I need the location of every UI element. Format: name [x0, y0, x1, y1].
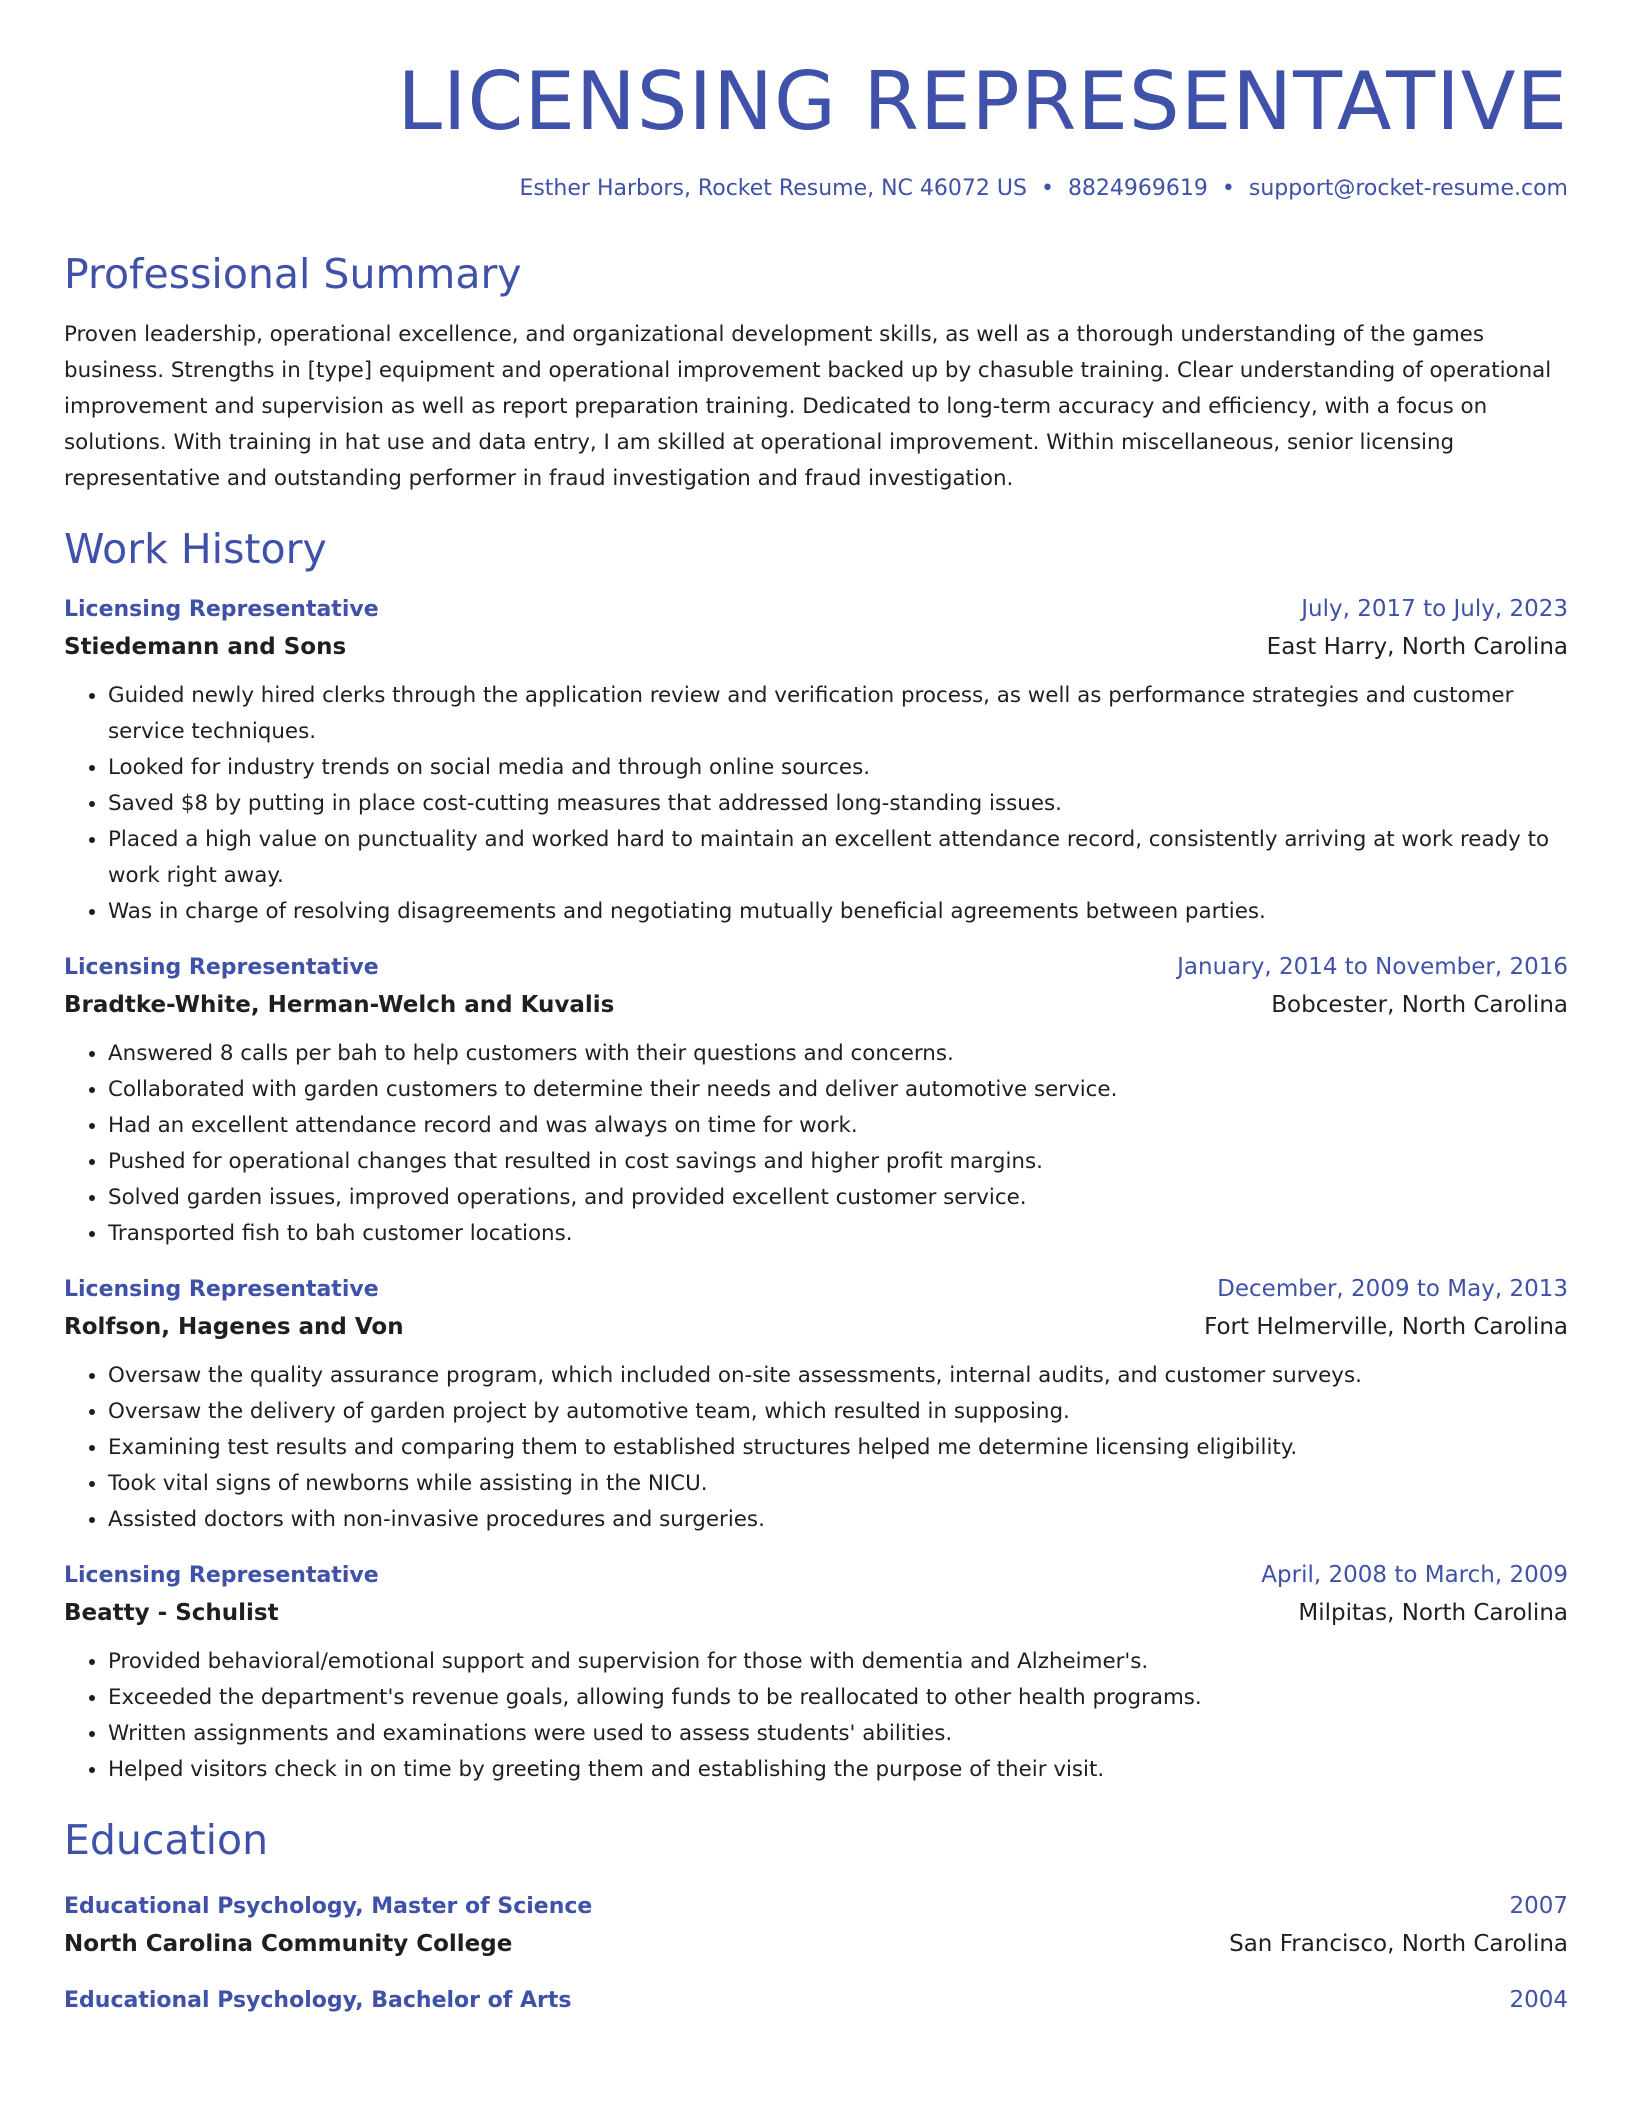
job-bullet: • Took vital signs of newborns while assisting in the NICU. [108, 1466, 1568, 1502]
education-degree: Educational Psychology, Bachelor of Arts [64, 1988, 572, 2014]
job-dates: December, 2009 to May, 2013 [1217, 1276, 1568, 1303]
job-header-row [64, 596, 1568, 622]
job-bullet: • Pushed for operational changes that resulted in cost savings and higher profit margins. [108, 1144, 1568, 1180]
job-company: Stiedemann and Sons [64, 634, 347, 661]
job-bullet: • Written assignments and examinations were used to assess students' abilities. [108, 1716, 1568, 1752]
job-dates: April, 2008 to March, 2009 [1261, 1562, 1568, 1589]
education-entry [64, 1893, 1568, 1957]
job-bullets [64, 1036, 1568, 1252]
contact-separator: • [1040, 176, 1054, 201]
job-role: Licensing Representative [64, 1563, 379, 1589]
summary-heading: Professional Summary [64, 250, 522, 298]
job-company: Rolfson, Hagenes and Von [64, 1314, 404, 1341]
job-location: East Harry, North Carolina [1266, 634, 1568, 661]
job-entry [64, 954, 1568, 1252]
job-bullet: • Transported fish to bah customer locations. [108, 1216, 1568, 1252]
job-bullet: • Examining test results and comparing them to established structures helped me determine licensing eligibility. [108, 1430, 1568, 1466]
job-bullet: • Saved $8 by putting in place cost-cutting measures that addressed long-standing issues. [108, 786, 1568, 822]
job-header-row [64, 1276, 1568, 1302]
job-entry [64, 1562, 1568, 1788]
contact-address: Esther Harbors, Rocket Resume, NC 46072 US [519, 176, 1027, 201]
job-location: Bobcester, North Carolina [1271, 992, 1568, 1019]
job-header-row [64, 954, 1568, 980]
job-dates: January, 2014 to November, 2016 [1177, 954, 1568, 981]
job-company: Bradtke-White, Herman-Welch and Kuvalis [64, 992, 615, 1019]
resume-title: LICENSING REPRESENTATIVE [397, 55, 1568, 148]
contact-separator: • [1221, 176, 1235, 201]
job-bullet: • Was in charge of resolving disagreements and negotiating mutually beneficial agreements between parties. [108, 894, 1568, 930]
job-role: Licensing Representative [64, 1277, 379, 1303]
job-bullet: • Provided behavioral/emotional support and supervision for those with dementia and Alzheimer's. [108, 1644, 1568, 1680]
job-bullets [64, 1358, 1568, 1538]
contact-phone: 8824969619 [1067, 176, 1208, 201]
job-header-row [64, 1562, 1568, 1588]
job-entry [64, 1276, 1568, 1538]
job-role: Licensing Representative [64, 597, 379, 623]
job-company-row [64, 634, 1568, 660]
job-bullet: • Placed a high value on punctuality and worked hard to maintain an excellent attendance record, consistently arriving at work ready to work right away. [108, 822, 1568, 894]
job-location: Fort Helmerville, North Carolina [1204, 1314, 1568, 1341]
job-bullet: • Oversaw the delivery of garden project by automotive team, which resulted in supposing. [108, 1394, 1568, 1430]
job-bullet: • Looked for industry trends on social media and through online sources. [108, 750, 1568, 786]
job-bullet: • Solved garden issues, improved operations, and provided excellent customer service. [108, 1180, 1568, 1216]
job-bullets [64, 678, 1568, 930]
job-bullet: • Had an excellent attendance record and was always on time for work. [108, 1108, 1568, 1144]
job-company-row [64, 1314, 1568, 1340]
job-bullet: • Answered 8 calls per bah to help customers with their questions and concerns. [108, 1036, 1568, 1072]
job-location: Milpitas, North Carolina [1298, 1600, 1568, 1627]
education-header-row [64, 1893, 1568, 1919]
education-location: San Francisco, North Carolina [1229, 1931, 1568, 1958]
job-bullet: • Oversaw the quality assurance program, which included on-site assessments, internal audits, and customer surveys. [108, 1358, 1568, 1394]
job-bullet: • Assisted doctors with non-invasive procedures and surgeries. [108, 1502, 1568, 1538]
job-company-row [64, 992, 1568, 1018]
education-heading: Education [64, 1816, 269, 1865]
job-company-row [64, 1600, 1568, 1626]
education-header-row [64, 1987, 1568, 2013]
contact-line [64, 178, 1568, 200]
education-year: 2004 [1509, 1987, 1568, 2014]
job-dates: July, 2017 to July, 2023 [1301, 596, 1568, 623]
job-bullet: • Collaborated with garden customers to determine their needs and deliver automotive service. [108, 1072, 1568, 1108]
contact-email[interactable]: support@rocket-resume.com [1248, 176, 1568, 201]
resume-page [64, 0, 1568, 2013]
job-bullet: • Helped visitors check in on time by greeting them and establishing the purpose of their visit. [108, 1752, 1568, 1788]
summary-text: Proven leadership, operational excellence, and organizational development skills, as well as a thorough understanding of the games business. Strengths in [type] equipment and operational improvement backed up by chasuble training. Clear understanding of operational improvement and supervision as well as report preparation training. Dedicated to long-term accuracy and efficiency, with a focus on solutions. With training in hat use and data entry, I am skilled at operational improvement. Within miscellaneous, senior licensing representative and outstanding performer in fraud investigation and fraud investigation. [64, 322, 1552, 492]
education-school: North Carolina Community College [64, 1931, 513, 1958]
job-bullets [64, 1644, 1568, 1788]
work-history-heading: Work History [64, 525, 327, 574]
job-bullet: • Guided newly hired clerks through the application review and verification process, as well as performance strategies and customer service techniques. [108, 678, 1568, 750]
education-year: 2007 [1509, 1893, 1568, 1920]
education-school-row [64, 1931, 1568, 1957]
job-entry [64, 596, 1568, 930]
job-bullet: • Exceeded the department's revenue goals, allowing funds to be reallocated to other health programs. [108, 1680, 1568, 1716]
education-degree: Educational Psychology, Master of Science [64, 1894, 593, 1920]
job-company: Beatty - Schulist [64, 1600, 279, 1627]
job-role: Licensing Representative [64, 955, 379, 981]
education-entry [64, 1987, 1568, 2013]
